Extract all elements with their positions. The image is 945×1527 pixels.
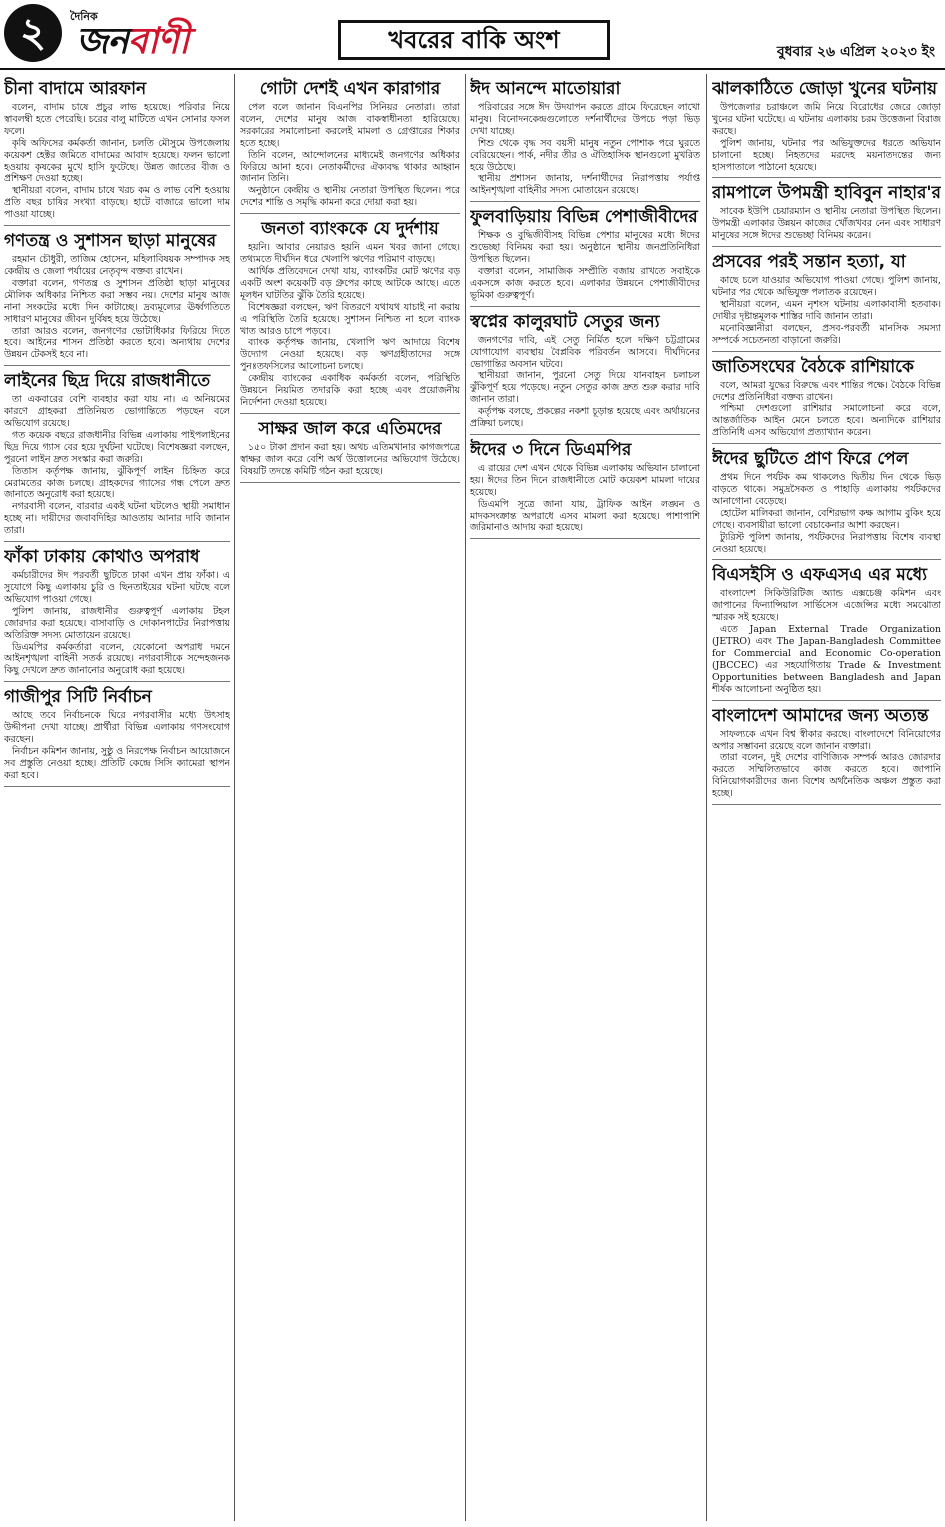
article-paragraph: বক্তারা বলেন, সামাজিক সম্প্রীতি বজায় রাখতে সবাইকে একসঙ্গে কাজ করতে হবে। এলাকার উন্নয়নে পেশাজীবীদের ভূমিকা গুরুত্বপূর্ণ। [470, 265, 700, 301]
article-separator [712, 559, 941, 560]
article-headline: গাজীপুর সিটি নির্বাচন [4, 687, 152, 708]
section-title: খবরের বাকি অংশ [338, 20, 610, 60]
column-3 [470, 74, 700, 1521]
article-paragraph: তা একবারের বেশি ব্যবহার করা যায় না। এ অনিয়মের কারণে গ্রাহকরা প্রতিনিয়ত ভোগান্তিতে পড়ছেন বলে অভিযোগ রয়েছে। [4, 394, 230, 430]
page-number: ২ [4, 4, 62, 62]
article [4, 78, 230, 226]
article-paragraph: প্রথম দিনে পর্যটক কম থাকলেও দ্বিতীয় দিন থেকে ভিড় বাড়তে থাকে। সমুদ্রসৈকত ও পাহাড়ি এলাকায় পর্যটকদের আনাগোনা বেড়েছে। [712, 472, 941, 507]
article-separator [4, 541, 230, 542]
article-paragraph: কৃষি অফিসের কর্মকর্তা জানান, চলতি মৌসুমে উপজেলায় কয়েকশ হেক্টর জমিতে বাদামের আবাদ হয়েছে। ফলন ভালো হওয়ায় কৃষকের মুখে হাসি ফুটেছে। উন্নত জাতের বীজ ও প্রশিক্ষণ দেওয়া হচ্ছে। [4, 137, 230, 185]
article [470, 78, 700, 202]
article [240, 78, 460, 214]
article-paragraph: কেন্দ্রীয় ব্যাংকের একাধিক কর্মকর্তা বলেন, পরিস্থিতি উন্নয়নে নিয়মিত তদারকি করা হচ্ছে এবং প্রয়োজনীয় নির্দেশনা দেওয়া হয়েছে। [240, 373, 460, 408]
article-paragraph: অনুষ্ঠানে কেন্দ্রীয় ও স্থানীয় নেতারা উপস্থিত ছিলেন। পরে দেশের শান্তি ও সমৃদ্ধি কামনা করে দোয়া করা হয়। [240, 185, 460, 209]
article-paragraph: গত কয়েক বছরে রাজধানীর বিভিন্ন এলাকায় পাইপলাইনের ছিদ্র দিয়ে গ্যাস বের হয়ে দুর্ঘটনা ঘটেছে। বিশেষজ্ঞরা বলছেন, পুরনো লাইন দ্রুত সংস্কার করা জরুরি। [4, 429, 230, 465]
article-headline: গণতন্ত্র ও সুশাসন ছাড়া মানুষের [4, 231, 217, 252]
article-headline: রামপালে উপমন্ত্রী হাবিবুন নাহার'র [712, 183, 941, 204]
article-body [712, 102, 941, 173]
article-headline: লাইনের ছিদ্র দিয়ে রাজধানীতে [4, 371, 211, 392]
article-body [712, 729, 941, 800]
article [4, 686, 230, 786]
article-paragraph: পুলিশ জানায়, ঘটনার পর অভিযুক্তদের ধরতে অভিযান চালানো হচ্ছে। নিহতদের মরদেহ ময়নাতদন্তের জন্য হাসপাতালে পাঠানো হয়েছে। [712, 137, 941, 173]
article [240, 418, 460, 483]
article-body [470, 463, 700, 534]
article-paragraph: পুলিশ জানায়, রাজধানীর গুরুত্বপূর্ণ এলাকায় টহল জোরদার করা হয়েছে। বাসাবাড়ি ও দোকানপাটের নিরাপত্তায় অতিরিক্ত সদস্য মোতায়েন রয়েছে। [4, 605, 230, 641]
column-divider [234, 74, 235, 1521]
article-paragraph: হয়নি। আবার নেয়ারও হয়নি এমন খবর জানা গেছে। তথ্যমতে দীর্ঘদিন ধরে খেলাপি ঋণের পরিমাণ বাড়ছে। [240, 242, 460, 266]
article [712, 705, 941, 805]
article-paragraph: স্থানীয়রা বলেন, এমন নৃশংস ঘটনায় এলাকাবাসী হতবাক। দোষীর দৃষ্টান্তমূলক শাস্তির দাবি জানান তারা। [712, 298, 941, 322]
article-paragraph: উপজেলার চরাঞ্চলে জমি নিয়ে বিরোধের জেরে জোড়া খুনের ঘটনা ঘটেছে। এ ঘটনায় এলাকায় চরম উত্তেজনা বিরাজ করছে। [712, 102, 941, 137]
column-divider [706, 74, 707, 1521]
article-paragraph: তারা বলেন, দুই দেশের বাণিজ্যিক সম্পর্ক আরও জোরদার করতে সম্মিলিতভাবে কাজ করতে হবে। জাপানি বিনিয়োগকারীদের জন্য বিশেষ অর্থনৈতিক অঞ্চল প্রস্তুত করা হচ্ছে। [712, 752, 941, 800]
article-paragraph: সাবেক ইউপি চেয়ারম্যান ও স্থানীয় নেতারা উপস্থিত ছিলেন। উপমন্ত্রী এলাকার উন্নয়ন কাজের খোঁজখবর নেন এবং সাধারণ মানুষের সঙ্গে ঈদের শুভেচ্ছা বিনিময় করেন। [712, 206, 941, 242]
article-headline: প্রসবের পরই সন্তান হত্যা, যা [712, 252, 906, 273]
article-headline: জনতা ব্যাংককে যে দুর্দশায় [261, 219, 439, 240]
issue-date: বুধবার ২৬ এপ্রিল ২০২৩ ইং [776, 44, 935, 60]
masthead [0, 0, 945, 70]
article-headline: ঈদ আনন্দে মাতোয়ারা [470, 79, 621, 99]
article-body [4, 570, 230, 677]
article-paragraph: জনগণের দাবি, এই সেতু নির্মিত হলে দক্ষিণ চট্টগ্রামের যোগাযোগ ব্যবস্থায় বৈপ্লবিক পরিবর্তন আসবে। দীর্ঘদিনের ভোগান্তির অবসান ঘটবে। [470, 334, 700, 370]
article [4, 370, 230, 542]
article-headline: জাতিসংঘের বৈঠকে রাশিয়াকে [712, 356, 914, 377]
article-paragraph: ব্যাংক কর্তৃপক্ষ জানায়, খেলাপি ঋণ আদায়ে বিশেষ উদ্যোগ নেওয়া হয়েছে। বড় ঋণগ্রহীতাদের সঙ্গে পুনঃতফসিলের আলোচনা চলছে। [240, 337, 460, 373]
article-paragraph: আর্থিক প্রতিবেদনে দেখা যায়, ব্যাংকটির মোট ঋণের বড় একটি অংশ কয়েকটি বড় গ্রুপের কাছে আটকে আছে। এতে মূলধন ঘাটতির ঝুঁকি তৈরি হয়েছে। [240, 265, 460, 301]
masthead-rule [0, 68, 945, 70]
article [712, 251, 941, 351]
article-separator [470, 306, 700, 307]
article-body [470, 335, 700, 430]
article-paragraph: বিশেষজ্ঞরা বলছেন, ঋণ বিতরণে যথাযথ যাচাই না করায় এ পরিস্থিতি তৈরি হয়েছে। সুশাসন নিশ্চিত না হলে ব্যাংক খাত আরও চাপে পড়বে। [240, 301, 460, 337]
article-body [712, 588, 941, 695]
article [4, 546, 230, 682]
article-paragraph: বলেন, বাদাম চাষে প্রচুর লাভ হয়েছে। পরিবার নিয়ে স্বাবলম্বী হতে পেরেছি। চরের বালু মাটিতে এখন সোনার ফসল ফলে। [4, 102, 230, 137]
article-paragraph: স্থানীয় প্রশাসন জানায়, দর্শনার্থীদের নিরাপত্তায় পর্যাপ্ত আইনশৃঙ্খলা বাহিনীর সদস্য মোতায়েন রয়েছে। [470, 173, 700, 197]
newspaper-logo [70, 8, 220, 62]
article-body [240, 102, 460, 209]
article-paragraph: বক্তারা বলেন, গণতন্ত্র ও সুশাসন প্রতিষ্ঠা ছাড়া মানুষের মৌলিক অধিকার নিশ্চিত করা সম্ভব নয়। দেশের মানুষ আজ নানা সংকটের মধ্যে দিন কাটাচ্ছে। দ্রব্যমূল্যের ঊর্ধ্বগতিতে সাধারণ মানুষের জীবন দুর্বিষহ হয়ে উঠেছে। [4, 277, 230, 325]
article-body [4, 102, 230, 221]
article-paragraph: স্থানীয়রা বলেন, বাদাম চাষে খরচ কম ও লাভ বেশি হওয়ায় প্রতি বছর চাষির সংখ্যা বাড়ছে। হাটে বাজারে ভালো দাম পাওয়া যাচ্ছে। [4, 185, 230, 221]
article [712, 448, 941, 560]
article-separator [240, 213, 460, 214]
logo-part2: বাণী [127, 21, 189, 62]
article-paragraph: এতে Japan External Trade Organization (JETRO) এবং The Japan-Bangladesh Committee for Commercial and Economic Co-operation (JBCCEC) এর সহযোগিতায় Trade & Investment Opportunities between Bangladesh and Japan শীর্ষক আলোচনা অনুষ্ঠিত হয়। [712, 624, 941, 695]
article-separator [4, 225, 230, 226]
article-headline: ফাঁকা ঢাকায় কোথাও অপরাধ [4, 547, 200, 568]
article-separator [4, 681, 230, 682]
article-separator [712, 177, 941, 178]
article-separator [712, 351, 941, 352]
logo-small-text: দৈনিক [70, 10, 98, 23]
article-paragraph: বলে, আমরা যুদ্ধের বিরুদ্ধে এবং শান্তির পক্ষে। বৈঠকে বিভিন্ন দেশের প্রতিনিধিরা বক্তব্য রাখেন। [712, 379, 941, 403]
article-body [4, 710, 230, 781]
article-separator [712, 246, 941, 247]
article [240, 218, 460, 414]
article-body [470, 230, 700, 301]
article-paragraph: এ রায়ের দেশ এখন থেকে বিভিন্ন এলাকায় অভিযান চালানো হয়। ঈদের তিন দিনে রাজধানীতে মোট কয়েকশ মামলা দায়ের হয়েছে। [470, 462, 700, 498]
article-body [4, 254, 230, 361]
article-body [470, 102, 700, 197]
article-headline: ফুলবাড়িয়ায় বিভিন্ন পেশাজীবীদের [470, 207, 698, 228]
article-body [712, 380, 941, 440]
article-headline: চীনা বাদামে আরফান [4, 79, 147, 99]
article-separator [712, 804, 941, 805]
column-1 [4, 74, 230, 1521]
article-headline: স্বপ্নের কালুরঘাট সেতুর জন্য [470, 311, 660, 332]
article-paragraph: রহমান চৌধুরী, তাজিম হোসেন, মহিলাবিষয়ক সম্পাদক সহ কেন্দ্রীয় ও জেলা পর্যায়ের নেতৃবৃন্দ বক্তব্য রাখেন। [4, 254, 230, 277]
article [712, 356, 941, 445]
article-paragraph: পরিবারের সঙ্গে ঈদ উদযাপন করতে গ্রামে ফিরেছেন লাখো মানুষ। বিনোদনকেন্দ্রগুলোতে দর্শনার্থীদের উপচে পড়া ভিড় দেখা যাচ্ছে। [470, 102, 700, 137]
article-paragraph: শিক্ষক ও বুদ্ধিজীবীসহ বিভিন্ন পেশার মানুষের মধ্যে ঈদের শুভেচ্ছা বিনিময় করা হয়। অনুষ্ঠানে স্থানীয় জনপ্রতিনিধিরা উপস্থিত ছিলেন। [470, 230, 700, 266]
article [712, 182, 941, 247]
article-paragraph: সাফল্যকে এখন বিশ্ব স্বীকার করছে। বাংলাদেশে বিনিয়োগের অপার সম্ভাবনা রয়েছে বলে জানান বক্তারা। [712, 728, 941, 752]
article-paragraph: ডিএমপির কর্মকর্তারা বলেন, যেকোনো অপরাধ দমনে আইনশৃঙ্খলা বাহিনী সতর্ক রয়েছে। নগরবাসীকে সন্দেহজনক কিছু দেখলে দ্রুত জানানোর অনুরোধ করা হয়েছে। [4, 641, 230, 677]
article [4, 230, 230, 366]
article [470, 311, 700, 435]
article-separator [712, 443, 941, 444]
article [712, 78, 941, 178]
article-paragraph: তিতাস কর্তৃপক্ষ জানায়, ঝুঁকিপূর্ণ লাইন চিহ্নিত করে মেরামতের কাজ চলছে। গ্রাহকদের গ্যাসের গন্ধ পেলে দ্রুত জানাতে অনুরোধ করা হয়েছে। [4, 465, 230, 501]
article [712, 564, 941, 700]
article-paragraph: তিনি বলেন, আন্দোলনের মাধ্যমেই জনগণের অধিকার ফিরিয়ে আনা হবে। নেতাকর্মীদের ঐক্যবদ্ধ থাকার আহ্বান জানান তিনি। [240, 149, 460, 185]
article-headline: বিএসইসি ও এফএসএ এর মধ্যে [712, 565, 928, 586]
article-body [712, 472, 941, 555]
article-separator [470, 434, 700, 435]
article-separator [240, 482, 460, 483]
article-body [712, 206, 941, 242]
article-headline: ঈদের ৩ দিনে ডিএমপির [470, 439, 632, 460]
article-paragraph: হোটেল মালিকরা জানান, বেশিরভাগ কক্ষ আগাম বুকিং হয়ে গেছে। ব্যবসায়ীরা ভালো বেচাকেনার আশা করছেন। [712, 507, 941, 531]
article-paragraph: মনোবিজ্ঞানীরা বলছেন, প্রসব-পরবর্তী মানসিক সমস্যা সম্পর্কে সচেতনতা বাড়ানো জরুরি। [712, 322, 941, 346]
article-paragraph: ১৫০ টাকা প্রদান করা হয়। অথচ এতিমখানার কাগজপত্রে স্বাক্ষর জাল করে বেশি অর্থ উত্তোলনের অভিযোগ উঠেছে। বিষয়টি তদন্তে কমিটি গঠন করা হয়েছে। [240, 441, 460, 477]
logo-part1: জন [76, 21, 128, 62]
article-headline: ঈদের ছুটিতে প্রাণ ফিরে পেল [712, 449, 909, 470]
article-separator [712, 700, 941, 701]
article-separator [470, 201, 700, 202]
article-paragraph: কর্মচারীদের ঈদ পরবর্তী ছুটিতে ঢাকা এখন প্রায় ফাঁকা। এ সুযোগে কিছু এলাকায় চুরি ও ছিনতাইয়ের ঘটনা ঘটছে বলে অভিযোগ পাওয়া গেছে। [4, 570, 230, 605]
logo-wordmark [76, 14, 188, 74]
article-paragraph: পশ্চিমা দেশগুলো রাশিয়ার সমালোচনা করে বলে, আন্তর্জাতিক আইন মেনে চলতে হবে। অন্যদিকে রাশিয়ার প্রতিনিধি এসব অভিযোগ প্রত্যাখ্যান করেন। [712, 403, 941, 439]
article-body [4, 394, 230, 537]
article [470, 439, 700, 539]
article-paragraph: নগরবাসী বলেন, বারবার একই ঘটনা ঘটলেও স্থায়ী সমাধান হচ্ছে না। দায়ীদের জবাবদিহির আওতায় আনার দাবি জানান তারা। [4, 501, 230, 537]
article-headline: গোটা দেশই এখন কারাগার [259, 79, 441, 99]
column-4 [712, 74, 941, 1521]
article-body [240, 442, 460, 478]
article-paragraph: নির্বাচন কমিশন জানায়, সুষ্ঠু ও নিরপেক্ষ নির্বাচন আয়োজনে সব প্রস্তুতি নেওয়া হচ্ছে। প্রতিটি কেন্দ্রে সিসি ক্যামেরা স্থাপন করা হবে। [4, 745, 230, 781]
column-divider [465, 74, 466, 1521]
article-headline: ঝালকাঠিতে জোড়া খুনের ঘটনায় [712, 79, 938, 99]
article-paragraph: কর্তৃপক্ষ বলছে, প্রকল্পের নকশা চূড়ান্ত হয়েছে এবং অর্থায়নের প্রক্রিয়া চলছে। [470, 406, 700, 430]
article-paragraph: শিশু থেকে বৃদ্ধ সব বয়সী মানুষ নতুন পোশাক পরে ঘুরতে বেরিয়েছেন। পার্ক, নদীর তীর ও ঐতিহাসিক স্থানগুলো মুখরিত হয়ে উঠেছে। [470, 137, 700, 173]
article-paragraph: বাংলাদেশ সিকিউরিটিজ অ্যান্ড এক্সচেঞ্জ কমিশন এবং জাপানের ফিন্যান্সিয়াল সার্ভিসেস এজেন্সির মধ্যে সমঝোতা স্মারক সই হয়েছে। [712, 588, 941, 624]
article-paragraph: তারা আরও বলেন, জনগণের ভোটাধিকার ফিরিয়ে দিতে হবে। আইনের শাসন প্রতিষ্ঠা করতে হবে। অন্যথায় দেশের উন্নয়ন টেকসই হবে না। [4, 325, 230, 361]
article-paragraph: আছে তবে নির্বাচনকে ঘিরে নগরবাসীর মধ্যে উৎসাহ উদ্দীপনা দেখা যাচ্ছে। প্রার্থীরা বিভিন্ন এলাকায় গণসংযোগ করছেন। [4, 710, 230, 746]
article-paragraph: কাছে চলে যাওয়ার অভিযোগ পাওয়া গেছে। পুলিশ জানায়, ঘটনার পর থেকে অভিযুক্ত পলাতক রয়েছেন। [712, 275, 941, 299]
column-2 [240, 74, 460, 1521]
article [470, 206, 700, 306]
article-paragraph: স্থানীয়রা জানান, পুরনো সেতু দিয়ে যানবাহন চলাচল ঝুঁকিপূর্ণ হয়ে পড়েছে। নতুন সেতুর কাজ দ্রুত শুরু করার দাবি জানান তারা। [470, 370, 700, 406]
article-separator [4, 365, 230, 366]
article-paragraph: ডিএমপি সূত্রে জানা যায়, ট্রাফিক আইন লঙ্ঘন ও মাদকসংক্রান্ত অপরাধে এসব মামলা করা হয়েছে। পাশাপাশি জরিমানাও আদায় করা হয়েছে। [470, 498, 700, 534]
article-separator [240, 413, 460, 414]
article-body [240, 242, 460, 409]
article-headline: সাক্ষর জাল করে এতিমদের [258, 418, 442, 439]
article-headline: বাংলাদেশ আমাদের জন্য অত্যন্ত [712, 705, 929, 726]
article-paragraph: ট্যুরিস্ট পুলিশ জানায়, পর্যটকদের নিরাপত্তায় বিশেষ ব্যবস্থা নেওয়া হয়েছে। [712, 531, 941, 555]
article-paragraph: পেল বলে জানান বিএনপির সিনিয়র নেতারা। তারা বলেন, দেশের মানুষ আজ বাকস্বাধীনতা হারিয়েছে। সরকারের সমালোচনা করলেই মামলা ও গ্রেপ্তারের শিকার হতে হচ্ছে। [240, 102, 460, 149]
article-body [712, 275, 941, 346]
article-separator [4, 786, 230, 787]
article-separator [470, 538, 700, 539]
